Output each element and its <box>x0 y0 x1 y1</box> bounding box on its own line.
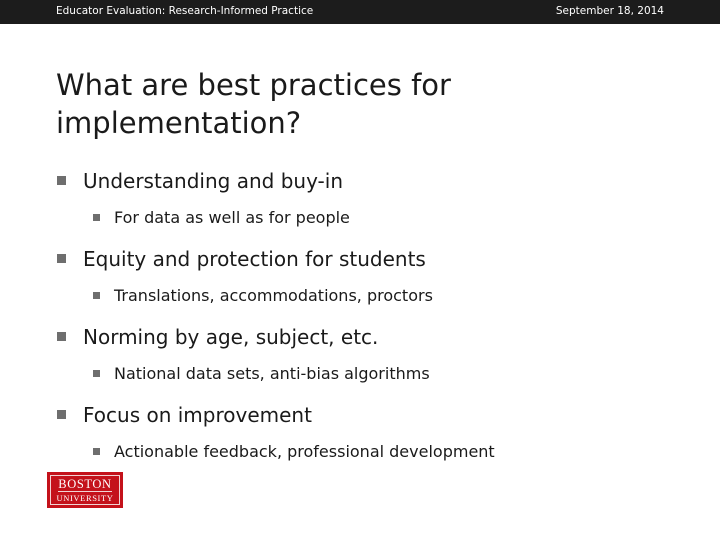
sub-bullet-text: Actionable feedback, professional development <box>114 442 495 461</box>
header-bar <box>0 0 720 24</box>
square-bullet-icon <box>57 176 66 185</box>
square-bullet-icon <box>93 214 100 221</box>
bullet-text: Norming by age, subject, etc. <box>83 325 379 349</box>
sub-bullet-text: National data sets, anti-bias algorithms <box>114 364 430 383</box>
slide-title: What are best practices for implementation? <box>56 68 451 140</box>
bullet-item <box>56 166 656 196</box>
bullet-group <box>56 400 656 464</box>
bullet-text: Understanding and buy-in <box>83 169 343 193</box>
bullet-text: Equity and protection for students <box>83 247 426 271</box>
bullet-group <box>56 166 656 230</box>
square-bullet-icon <box>57 410 66 419</box>
sub-bullet-item <box>56 440 656 464</box>
square-bullet-icon <box>93 370 100 377</box>
square-bullet-icon <box>57 254 66 263</box>
bullet-list <box>56 166 656 478</box>
sub-bullet-item <box>56 284 656 308</box>
logo-line-university: UNIVERSITY <box>56 493 114 503</box>
bullet-group <box>56 322 656 386</box>
square-bullet-icon <box>93 448 100 455</box>
presentation-title: Educator Evaluation: Research-Informed Practice <box>56 5 314 17</box>
sub-bullet-text: Translations, accommodations, proctors <box>114 286 433 305</box>
bullet-group <box>56 244 656 308</box>
boston-university-logo <box>47 472 123 508</box>
presentation-date: September 18, 2014 <box>555 5 664 17</box>
logo-frame <box>50 475 120 505</box>
sub-bullet-text: For data as well as for people <box>114 208 350 227</box>
square-bullet-icon <box>93 292 100 299</box>
bullet-item <box>56 400 656 430</box>
logo-line-boston: BOSTON <box>58 476 112 491</box>
sub-bullet-item <box>56 362 656 386</box>
bullet-text: Focus on improvement <box>83 403 312 427</box>
sub-bullet-item <box>56 206 656 230</box>
bullet-item <box>56 322 656 352</box>
bullet-item <box>56 244 656 274</box>
square-bullet-icon <box>57 332 66 341</box>
